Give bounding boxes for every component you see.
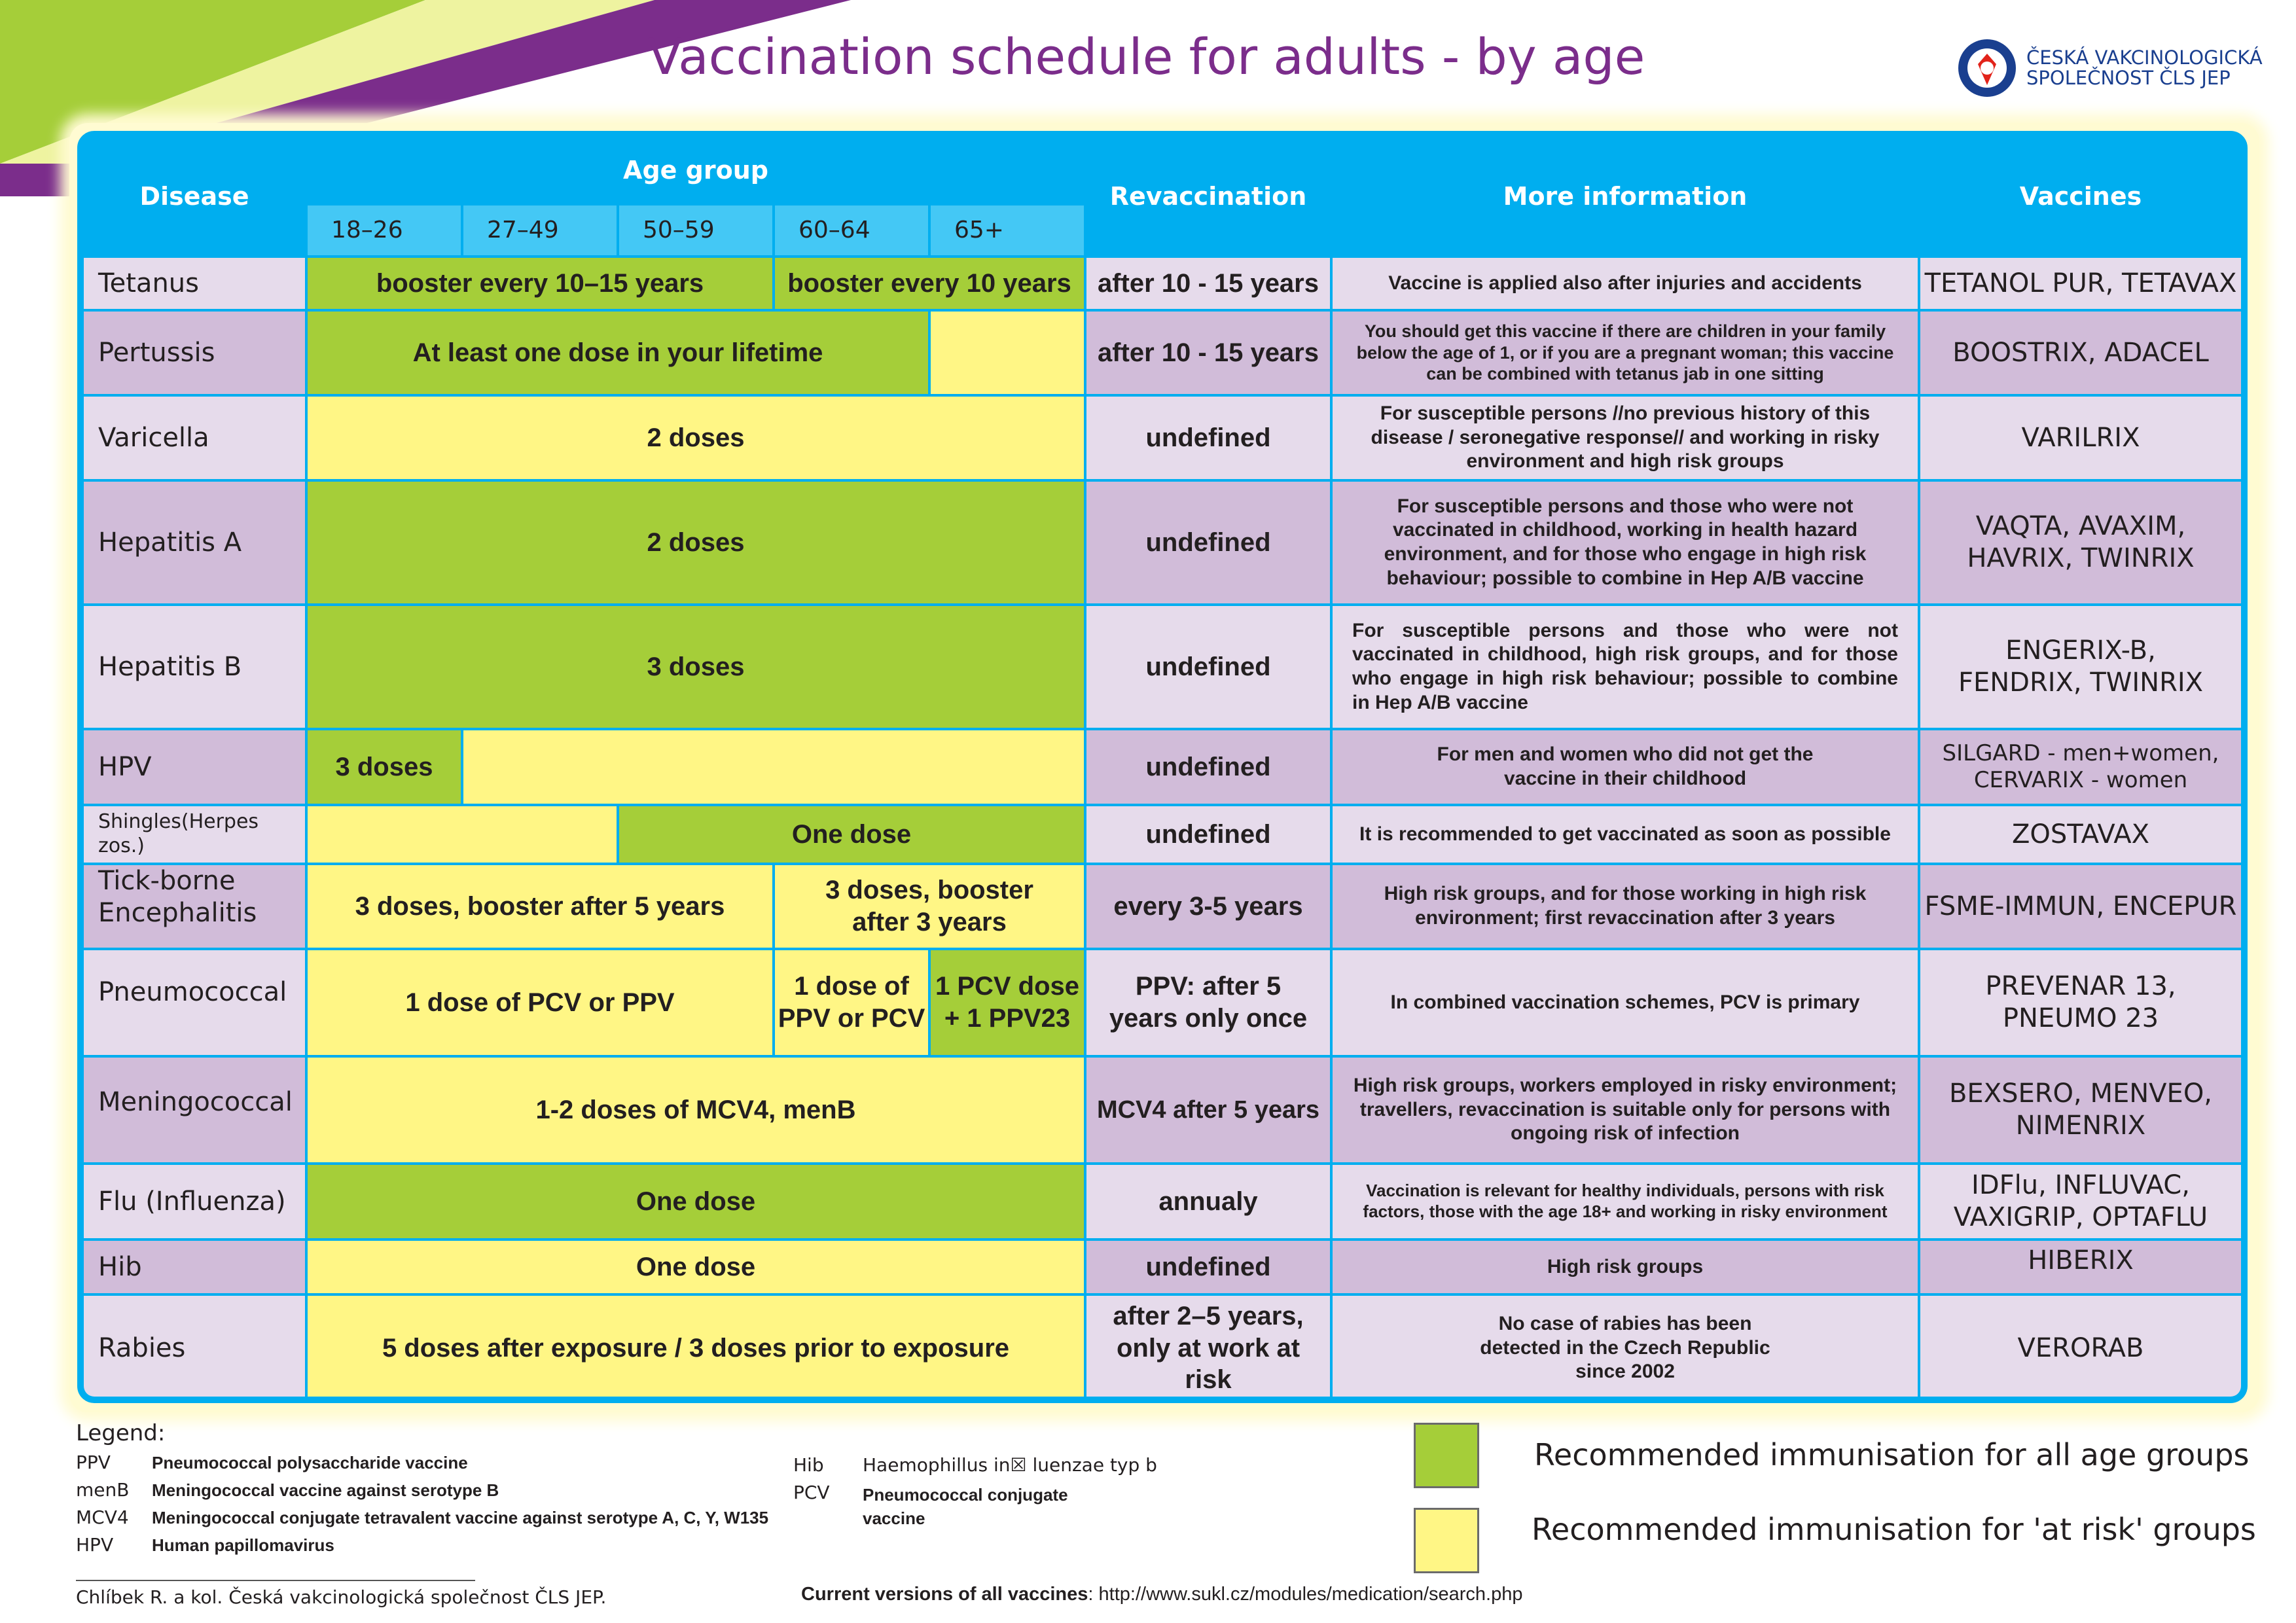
legend-abbr-hib: Hib [793,1454,824,1476]
row-hib-info: High risk groups [1333,1241,1918,1293]
row-hepa-info: For susceptible persons and those who were not vaccinated in childhood, working in health hazard environment, and for those who engage in high risk behaviour; possible to combine in Hep A/B vaccine [1333,482,1918,603]
row-pertussis-age-b [931,312,1084,394]
page-title: Vaccination schedule for adults - by age [648,27,1645,86]
row-hpv-age-b [463,730,1084,804]
row-flu-age-a: One dose [308,1165,1084,1238]
legend-desc-mcv4: Meningococcal conjugate tetravalent vaccine against serotype A, C, Y, W135 [152,1508,769,1527]
row-mening-info: High risk groups, workers employed in risky environment; travellers, revaccination is suitable only for persons with ongoing risk of infection [1333,1058,1918,1162]
row-hpv-revac: undefined [1086,730,1330,804]
row-mening-vaccines [1920,1058,2241,1162]
footer-current-url[interactable]: : http://www.sukl.cz/modules/medication/search.php [1088,1584,1523,1605]
row-pneumo-disease: Pneumococcal [84,950,305,1055]
header-age-27-49: 27–49 [463,205,617,255]
row-hepb-vaccines [1920,606,2241,728]
row-rabies-info-line2: detected in the Czech Republic [1480,1336,1770,1359]
row-hepb-vaccines-line1: ENGERIX-B, [2005,635,2156,666]
row-rabies-info [1333,1296,1918,1400]
row-tetanus-vaccines: TETANOL PUR, TETAVAX [1920,258,2241,309]
legend-swatch-green [1414,1423,1479,1488]
row-pneumo-age-b-line2: PPV or PCV [778,1004,925,1033]
legend-abbr-menb: menB [76,1479,130,1501]
row-pneumo-vaccines-line1: PREVENAR 13, [1985,971,2176,1002]
row-pneumo-revac [1086,950,1330,1055]
legend-abbr-ppv: PPV [76,1452,111,1473]
row-tbe-disease [84,865,305,948]
footer-rule [76,1580,475,1581]
row-mening-vaccines-line1: BEXSERO, MENVEO, [1948,1079,2213,1109]
row-mening-vaccines-line2: NIMENRIX [2015,1111,2146,1141]
row-hib-vaccines: HIBERIX [1920,1241,2241,1293]
row-hepa-vaccines-line1: VAQTA, AVAXIM, [1975,511,2186,542]
footer-citation: Chlíbek R. a kol. Česká vakcinologická společnost ČLS JEP. [76,1586,607,1608]
row-rabies-vaccines: VERORAB [1920,1296,2241,1400]
row-tbe-age-a: 3 doses, booster after 5 years [308,865,772,948]
row-varicella-vaccines: VARILRIX [1920,397,2241,479]
row-rabies-age-a: 5 doses after exposure / 3 doses prior to exposure [308,1296,1084,1400]
row-mening-revac: MCV4 after 5 years [1086,1058,1330,1162]
header-revaccination: Revaccination [1086,137,1330,255]
row-hepb-age-a: 3 doses [308,606,1084,728]
row-pneumo-age-c-line2: + 1 PPV23 [944,1004,1071,1033]
legend-abbr-mcv4: MCV4 [76,1507,129,1528]
row-pertussis-age-a: At least one dose in your lifetime [308,312,928,394]
legend-abbr-hpv: HPV [76,1534,114,1556]
header-age-group: Age group [308,137,1084,203]
header-disease: Disease [84,137,305,255]
row-pneumo-vaccines-line2: PNEUMO 23 [2002,1003,2159,1033]
row-tbe-revac: every 3-5 years [1086,865,1330,948]
row-hib-disease: Hib [84,1241,305,1293]
row-flu-vaccines [1920,1165,2241,1238]
row-pneumo-revac-line2: years only once [1109,1004,1308,1033]
row-tetanus-age-a: booster every 10–15 years [308,258,772,309]
footer-current-label: Current versions of all vaccines [801,1584,1088,1605]
legend-green-label: Recommended immunisation for all age groups [1534,1437,2250,1472]
row-pertussis-info: You should get this vaccine if there are children in your family below the age of 1, or if you are a pregnant woman; this vaccine can be combined with tetanus jab in one sitting [1333,312,1918,394]
row-hpv-age-a: 3 doses [308,730,461,804]
legend-yellow-label: Recommended immunisation for 'at risk' groups [1532,1512,2256,1547]
header-vaccines: Vaccines [1920,137,2241,255]
row-hpv-disease: HPV [84,730,305,804]
row-tbe-age-b-line1: 3 doses, booster [825,876,1033,905]
row-hepb-revac: undefined [1086,606,1330,728]
row-pertussis-revac: after 10 - 15 years [1086,312,1330,394]
row-hepa-vaccines [1920,482,2241,603]
header-age-18-26: 18–26 [308,205,461,255]
row-hpv-vaccines [1920,730,2241,804]
row-hepb-info: For susceptible persons and those who were not vaccinated in childhood, high risk groups, and for those who engage in high risk behaviour; possible to combine in Hep A/B vaccine [1333,606,1918,728]
row-rabies-info-line3: since 2002 [1575,1361,1675,1383]
row-hpv-info: For men and women who did not get the vaccine in their childhood [1333,730,1918,804]
legend-desc-pcv: Pneumococcal conjugate vaccine [863,1485,1068,1528]
row-tbe-vaccines: FSME-IMMUN, ENCEPUR [1920,865,2241,948]
logo-text-line2: SPOLEČNOST ČLS JEP [2026,67,2231,89]
row-varicella-revac: undefined [1086,397,1330,479]
row-pertussis-vaccines: BOOSTRIX, ADACEL [1920,312,2241,394]
row-flu-vaccines-line2: VAXIGRIP, OPTAFLU [1953,1202,2208,1232]
row-shingles-vaccines: ZOSTAVAX [1920,806,2241,863]
header-more-info: More information [1333,137,1918,255]
row-hepa-disease: Hepatitis A [84,482,305,603]
row-rabies-disease: Rabies [84,1296,305,1400]
row-pneumo-info: In combined vaccination schemes, PCV is primary [1333,950,1918,1055]
logo [1957,38,2263,98]
row-hpv-vaccines-line2: CERVARIX - women [1973,767,2188,793]
row-pneumo-age-a: 1 dose of PCV or PPV [308,950,772,1055]
row-rabies-info-line1: No case of rabies has been [1498,1313,1752,1335]
row-hib-age-a: One dose [308,1241,1084,1293]
row-flu-vaccines-line1: IDFlu, INFLUVAC, [1971,1170,2190,1201]
row-pneumo-age-c-line1: 1 PCV dose [935,972,1080,1001]
row-flu-info: Vaccination is relevant for healthy individuals, persons with risk factors, those with the age 18+ and working in risky environment [1333,1165,1918,1238]
row-shingles-revac: undefined [1086,806,1330,863]
row-tetanus-revac: after 10 - 15 years [1086,258,1330,309]
logo-emblem-icon [1957,38,2017,98]
row-tetanus-info: Vaccine is applied also after injuries and accidents [1333,258,1918,309]
row-tbe-disease-line2: Encephalitis [98,897,257,928]
legend-desc-ppv: Pneumococcal polysaccharide vaccine [152,1453,468,1472]
row-tetanus-disease: Tetanus [84,258,305,309]
schedule-table [77,131,2248,1403]
row-shingles-age-b: One dose [619,806,1084,863]
row-flu-disease: Flu (Influenza) [84,1165,305,1238]
legend-title: Legend: [76,1420,166,1446]
row-hib-revac: undefined [1086,1241,1330,1293]
row-shingles-info: It is recommended to get vaccinated as soon as possible [1333,806,1918,863]
legend-desc-menb: Meningococcal vaccine against serotype B [152,1480,499,1500]
row-flu-revac: annualy [1086,1165,1330,1238]
row-mening-age-a: 1-2 doses of MCV4, menB [308,1058,1084,1162]
row-pneumo-age-b-line1: 1 dose of [794,972,909,1001]
row-shingles-disease: Shingles(Herpes zos.) [84,806,305,863]
row-pneumo-revac-line1: PPV: after 5 [1135,972,1282,1001]
row-mening-disease: Meningococcal [84,1058,305,1162]
header-age-60-64: 60–64 [775,205,928,255]
legend-desc-hpv: Human papillomavirus [152,1535,334,1555]
row-hpv-vaccines-line1: SILGARD - men+women, [1942,740,2219,766]
row-pneumo-vaccines [1920,950,2241,1055]
row-tbe-age-b-line2: after 3 years [852,908,1007,936]
legend-desc-hib: Haemophillus in☒ luenzae typ b [863,1454,1157,1476]
legend-swatch-yellow [1414,1508,1479,1573]
row-hepa-vaccines-line2: HAVRIX, TWINRIX [1967,543,2195,573]
row-pneumo-age-c [931,950,1084,1055]
header-age-50-59: 50–59 [619,205,772,255]
row-pertussis-disease: Pertussis [84,312,305,394]
row-tbe-age-b [775,865,1084,948]
row-hepa-revac: undefined [1086,482,1330,603]
row-pneumo-age-b [775,950,928,1055]
row-shingles-age-a [308,806,617,863]
footer-current-versions [801,1584,1523,1605]
row-rabies-revac: after 2–5 years, only at work at risk [1086,1296,1330,1400]
row-tetanus-age-b: booster every 10 years [775,258,1084,309]
row-hepb-disease: Hepatitis B [84,606,305,728]
row-hepa-age-a: 2 doses [308,482,1084,603]
row-hepb-vaccines-line2: FENDRIX, TWINRIX [1958,668,2204,698]
row-tbe-info: High risk groups, and for those working in high risk environment; first revaccination after 3 years [1333,865,1918,948]
header-age-65plus: 65+ [931,205,1084,255]
row-varicella-disease: Varicella [84,397,305,479]
logo-text-line1: ČESKÁ VAKCINOLOGICKÁ [2026,46,2263,69]
row-tbe-disease-line1: Tick-borne [98,866,236,896]
row-varicella-age-a: 2 doses [308,397,1084,479]
legend-abbr-pcv: PCV [793,1482,830,1503]
row-varicella-info: For susceptible persons //no previous history of this disease / seronegative response// and working in risky environment and high risk groups [1333,397,1918,479]
